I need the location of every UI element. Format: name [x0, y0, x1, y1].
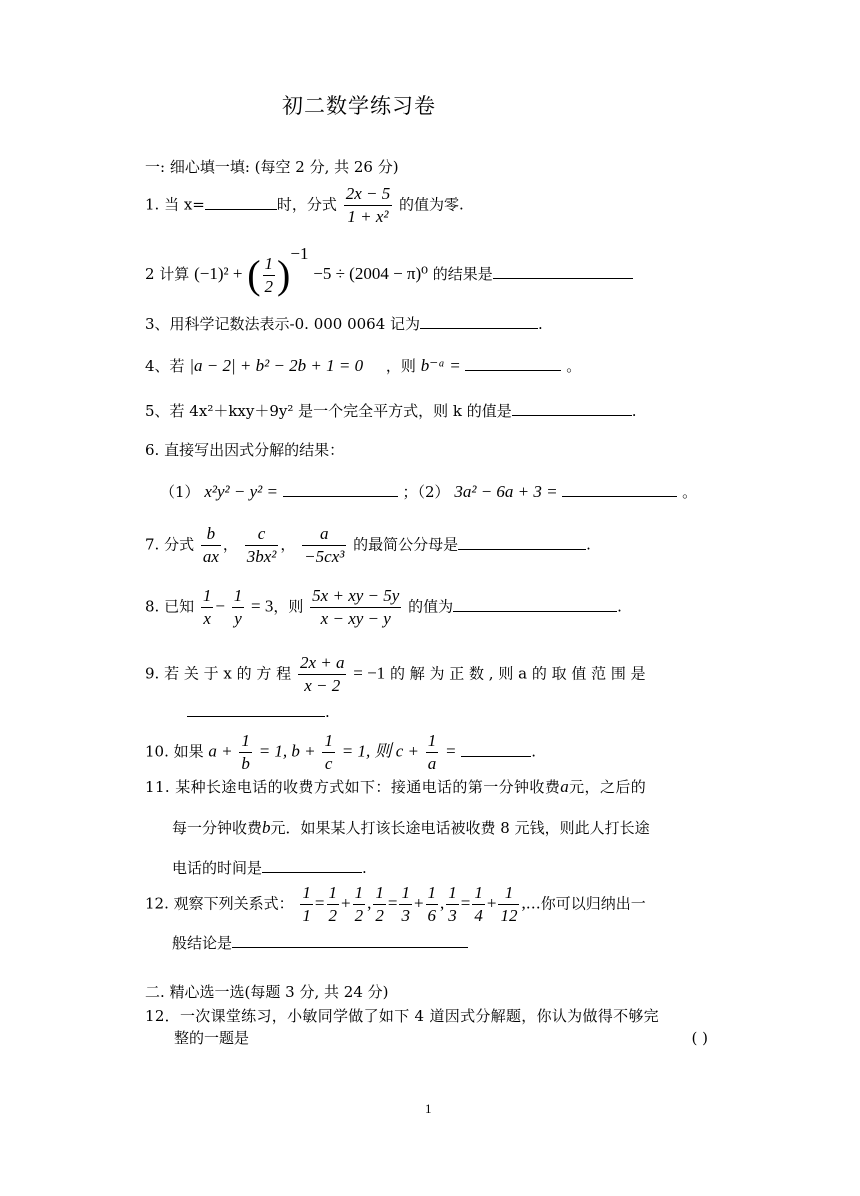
fraction: $\frac{1}{2}$: [264, 253, 274, 296]
question-6: 6. 直接写出因式分解的结果：: [145, 441, 345, 459]
question-2: 2 计算 (−1)² + ( $\frac{1}{2}$ )$^{-1}$ −5 ÷ (2004 − π)⁰ 的结果是: [145, 244, 633, 298]
page-number: 1: [425, 1101, 432, 1116]
question-13-line2: 整的一题是 ( ): [174, 1029, 708, 1047]
fraction: $\frac{1}{b}$: [241, 731, 250, 773]
answer-blank[interactable]: [205, 195, 277, 210]
question-5: 5、若 4x²＋kxy＋9y² 是一个完全平方式，则 k 的值是 .: [145, 402, 637, 420]
question-11-line2: 每一分钟收费b元．如果某人打该长途电话被收费 8 元钱，则此人打长途: [172, 818, 650, 837]
answer-blank[interactable]: [187, 702, 325, 717]
answer-blank[interactable]: [461, 742, 531, 757]
fraction: $\frac{1}{a}$: [427, 731, 437, 773]
page-title: 初二数学练习卷: [282, 94, 436, 118]
answer-blank[interactable]: [465, 356, 561, 371]
question-4: 4、若 |a − 2| + b² − 2b + 1 = 0 ，则 b⁻ᵃ = 。: [145, 356, 582, 375]
fraction: $\frac{c}{\text{3bx²}}$: [246, 524, 277, 566]
question-9: 9. 若 关 于 x 的 方 程 $\frac{2x + a}{x - 2}$ = −1 的 解 为 正 数 , 则 a 的 取 值 范 围 是: [145, 653, 646, 695]
answer-blank[interactable]: [420, 314, 538, 329]
fraction: $\frac{5x + xy - 5y}{x - xy - y}$: [312, 586, 400, 628]
answer-blank[interactable]: [562, 482, 677, 497]
fraction: $\frac{1}{c}$: [324, 731, 333, 773]
answer-blank[interactable]: [232, 933, 468, 948]
question-13: 12．一次课堂练习，小敏同学做了如下 4 道因式分解题，你认为做得不够完: [145, 1007, 659, 1025]
fraction: $\frac{2x - 5}{\text{1 + x²}}$: [345, 184, 391, 226]
question-7: 7. 分式 $\frac{b}{ax}$ ， $\frac{c}{\text{3bx²}}$ ， $\frac{a}{\text{−5cx³}}$ 的最简公分母是 .: [145, 524, 591, 566]
question-10: 10. 如果 a + $\frac{1}{b}$ = 1, b + $\frac{1}{c}$ = 1, 则 c + $\frac{1}{a}$ = .: [145, 731, 537, 773]
answer-blank[interactable]: [453, 597, 617, 612]
question-1: 1. 当 x= 时，分式 $\frac{2x - 5}{\text{1 + x²}}$ 的值为零.: [145, 184, 464, 226]
question-9-line2: .: [187, 702, 330, 722]
answer-blank[interactable]: [283, 482, 398, 497]
question-11-line3: 电话的时间是 .: [172, 859, 367, 877]
answer-blank[interactable]: [512, 401, 632, 416]
answer-blank[interactable]: [493, 264, 633, 279]
fraction: $\frac{1}{y}$: [233, 586, 243, 628]
question-12-line2: 般结论是: [172, 933, 468, 953]
question-8: 8. 已知 $\frac{1}{x}$ − $\frac{1}{y}$ = 3，则 $\frac{5x + xy - 5y}{x - xy - y}$ 的值为 .: [145, 586, 622, 628]
answer-blank[interactable]: [262, 858, 362, 873]
fraction: $\frac{1}{x}$: [202, 586, 212, 628]
fraction: $\frac{b}{ax}$: [202, 524, 219, 566]
section-1-heading: 一: 细心填一填: (每空 2 分, 共 26 分): [145, 158, 399, 176]
answer-parentheses[interactable]: ( ): [691, 1029, 708, 1047]
fraction: $\frac{2x + a}{x - 2}$: [299, 653, 345, 695]
question-6-parts: （1） x²y² − y² = ；（2） 3a² − 6a + 3 = 。: [160, 482, 698, 501]
question-12: 12. 观察下列关系式： $\frac{1}{1}$ = $\frac{1}{2}$ + $\frac{1}{2}$ , $\frac{1}{2}$ = $\frac{1}{3}$ + $\frac{1}{6}$ , $\frac{1}{3}$ = $\frac{1}{4}$ + $\frac{1}{12}$ ,…你可以归纳出一: [145, 883, 646, 925]
answer-blank[interactable]: [458, 535, 586, 550]
fraction: $\frac{a}{\text{−5cx³}}$: [304, 524, 345, 566]
question-11: 11. 某种长途电话的收费方式如下：接通电话的第一分钟收费a元，之后的: [145, 777, 647, 796]
section-2-heading: 二. 精心选一选(每题 3 分, 共 24 分): [145, 983, 389, 1001]
question-3: 3、用科学记数法表示-0. 000 0064 记为 .: [145, 315, 543, 333]
